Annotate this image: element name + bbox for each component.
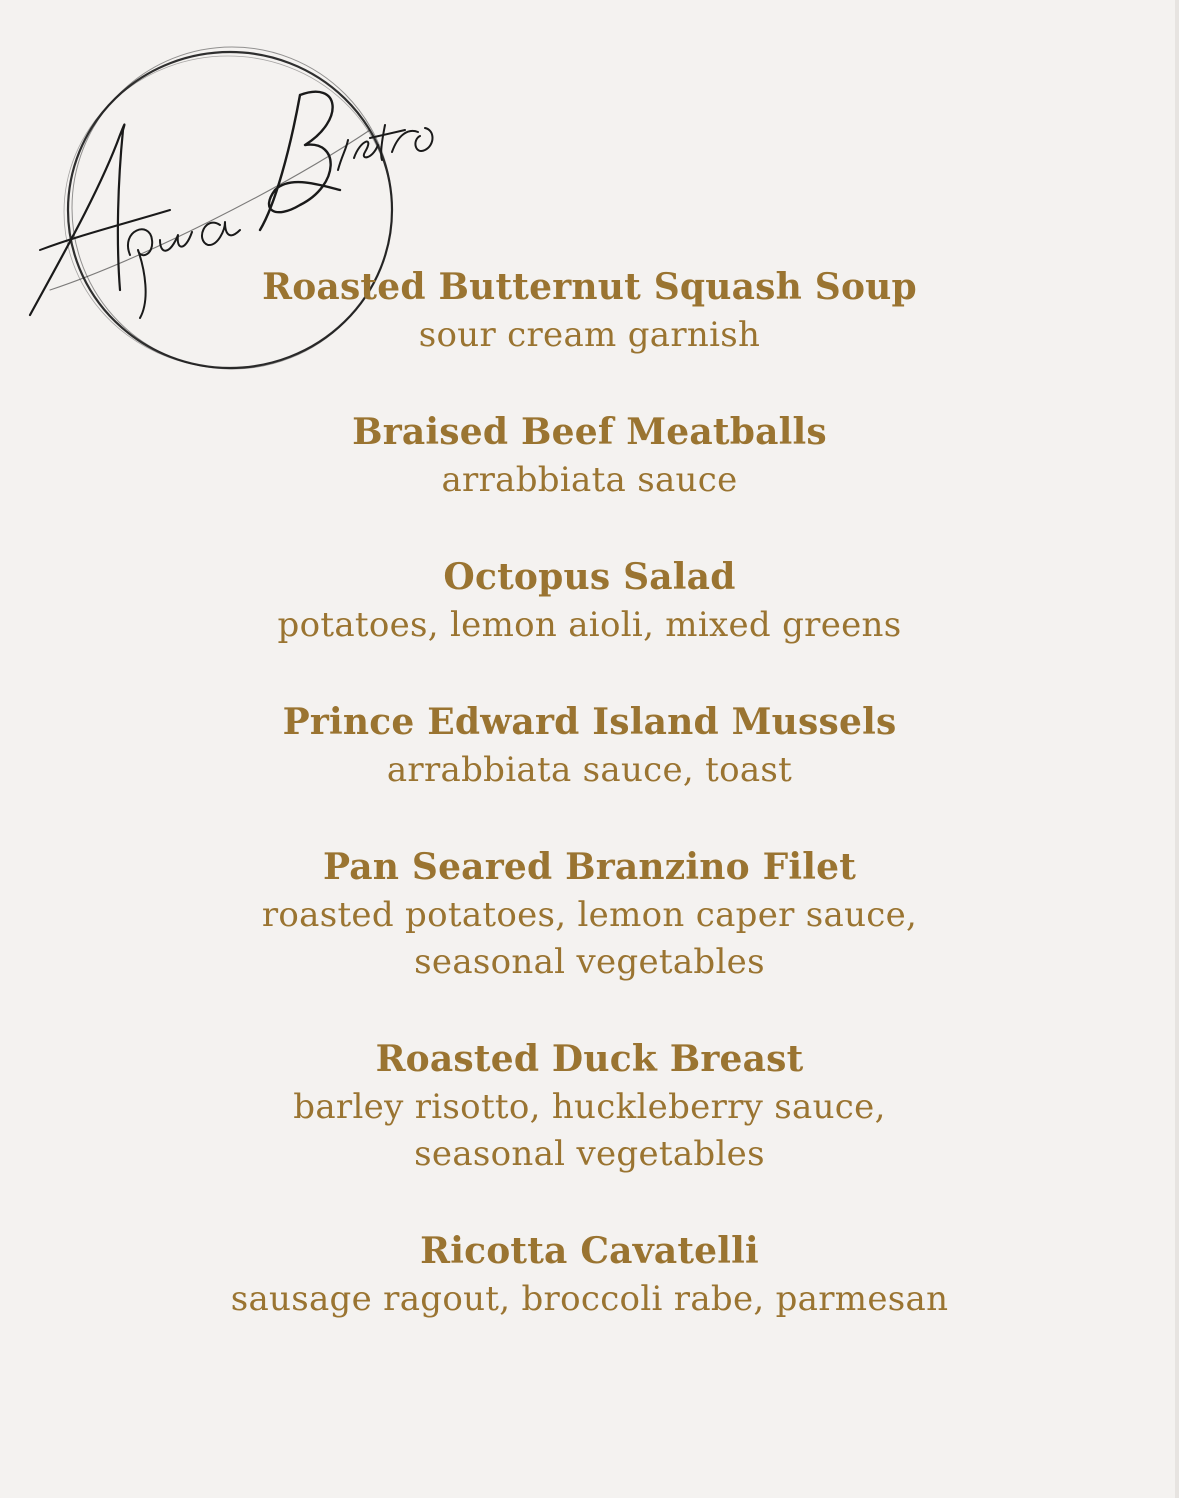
dish-description: seasonal vegetables — [414, 1134, 765, 1174]
dish-name: Roasted Duck Breast — [375, 1038, 804, 1080]
menu-item — [0, 1034, 1179, 1178]
menu-item — [0, 1226, 1179, 1323]
dish-description: sausage ragout, broccoli rabe, parmesan — [230, 1279, 949, 1319]
logo-script-b — [260, 92, 340, 230]
dish-description: seasonal vegetables — [414, 942, 765, 982]
menu-item — [0, 262, 1179, 359]
menu-item — [0, 407, 1179, 504]
dish-description: barley risotto, huckleberry sauce, — [293, 1087, 886, 1127]
dish-name: Ricotta Cavatelli — [420, 1230, 759, 1272]
menu-list — [0, 262, 1179, 1323]
dish-description: arrabbiata sauce — [441, 460, 738, 500]
dish-name: Pan Seared Branzino Filet — [322, 846, 857, 888]
menu-item — [0, 697, 1179, 794]
dish-name: Prince Edward Island Mussels — [282, 701, 897, 743]
dish-name: Braised Beef Meatballs — [352, 411, 827, 453]
dish-description: sour cream garnish — [418, 315, 761, 355]
dish-description: potatoes, lemon aioli, mixed greens — [277, 605, 902, 645]
menu-item — [0, 552, 1179, 649]
dish-name: Roasted Butternut Squash Soup — [262, 266, 917, 308]
dish-name: Octopus Salad — [443, 556, 736, 598]
dish-description: roasted potatoes, lemon caper sauce, — [261, 895, 918, 935]
menu-item — [0, 842, 1179, 986]
dish-description: arrabbiata sauce, toast — [386, 750, 793, 790]
